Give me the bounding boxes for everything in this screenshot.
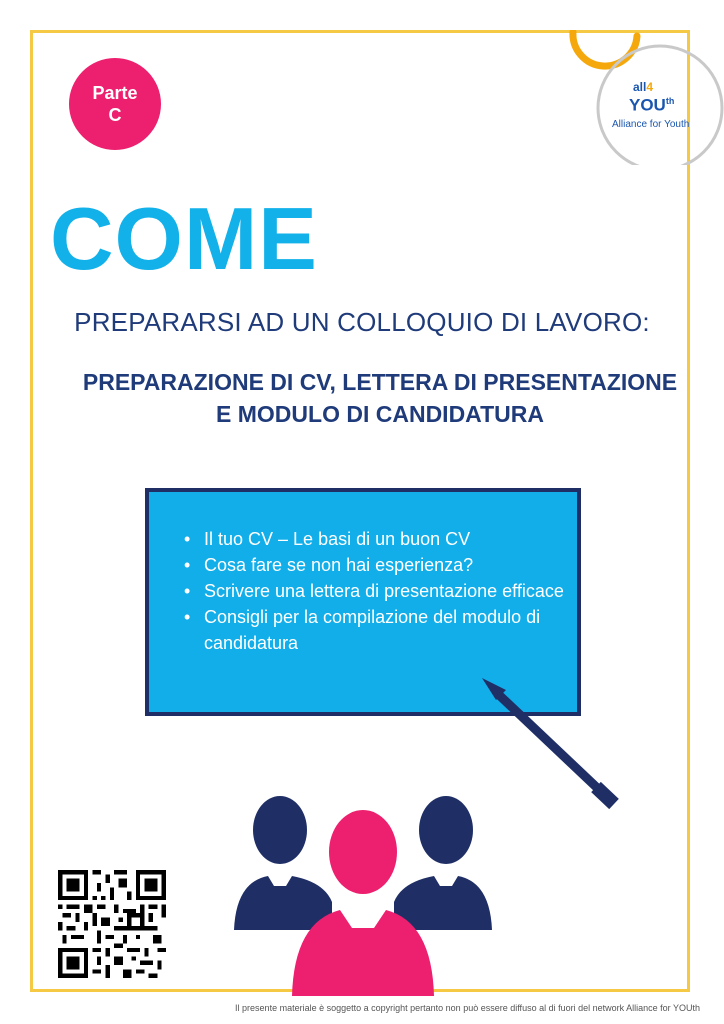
part-badge-label: Parte	[92, 83, 138, 103]
list-item: • Consigli per la compilazione del modulo di candidatura	[179, 604, 564, 656]
pen-icon	[478, 676, 623, 816]
list-item: • Scrivere una lettera di presentazione efficace	[179, 578, 564, 604]
part-badge-letter: C	[108, 105, 122, 125]
part-badge	[69, 58, 161, 150]
all4youth-logo	[565, 30, 724, 165]
section-heading	[40, 366, 720, 430]
copyright-footer: Il presente materiale è soggetto a copyright pertanto non può essere diffuso al di fuori del network Alliance for YOUth	[235, 1003, 700, 1013]
logo-all: all	[633, 80, 647, 94]
logo-four: 4	[646, 80, 654, 94]
list-item: • Il tuo CV – Le basi di un buon CV	[179, 526, 564, 552]
logo-tagline: Alliance for Youth	[612, 119, 690, 130]
people-group-icon	[228, 790, 498, 996]
logo-th: th	[665, 96, 675, 106]
qr-code-icon	[58, 870, 166, 978]
section-heading-line-1: PREPARAZIONE DI CV, LETTERA DI PRESENTAZIONE	[82, 369, 678, 395]
section-heading-line-2: E MODULO DI CANDIDATURA	[216, 401, 544, 427]
list-item: • Cosa fare se non hai esperienza?	[179, 552, 564, 578]
page-title: COME	[50, 189, 318, 288]
page-subtitle: PREPARARSI AD UN COLLOQUIO DI LAVORO:	[74, 307, 650, 337]
topics-list	[179, 526, 564, 656]
logo-you: YOU	[629, 95, 666, 115]
